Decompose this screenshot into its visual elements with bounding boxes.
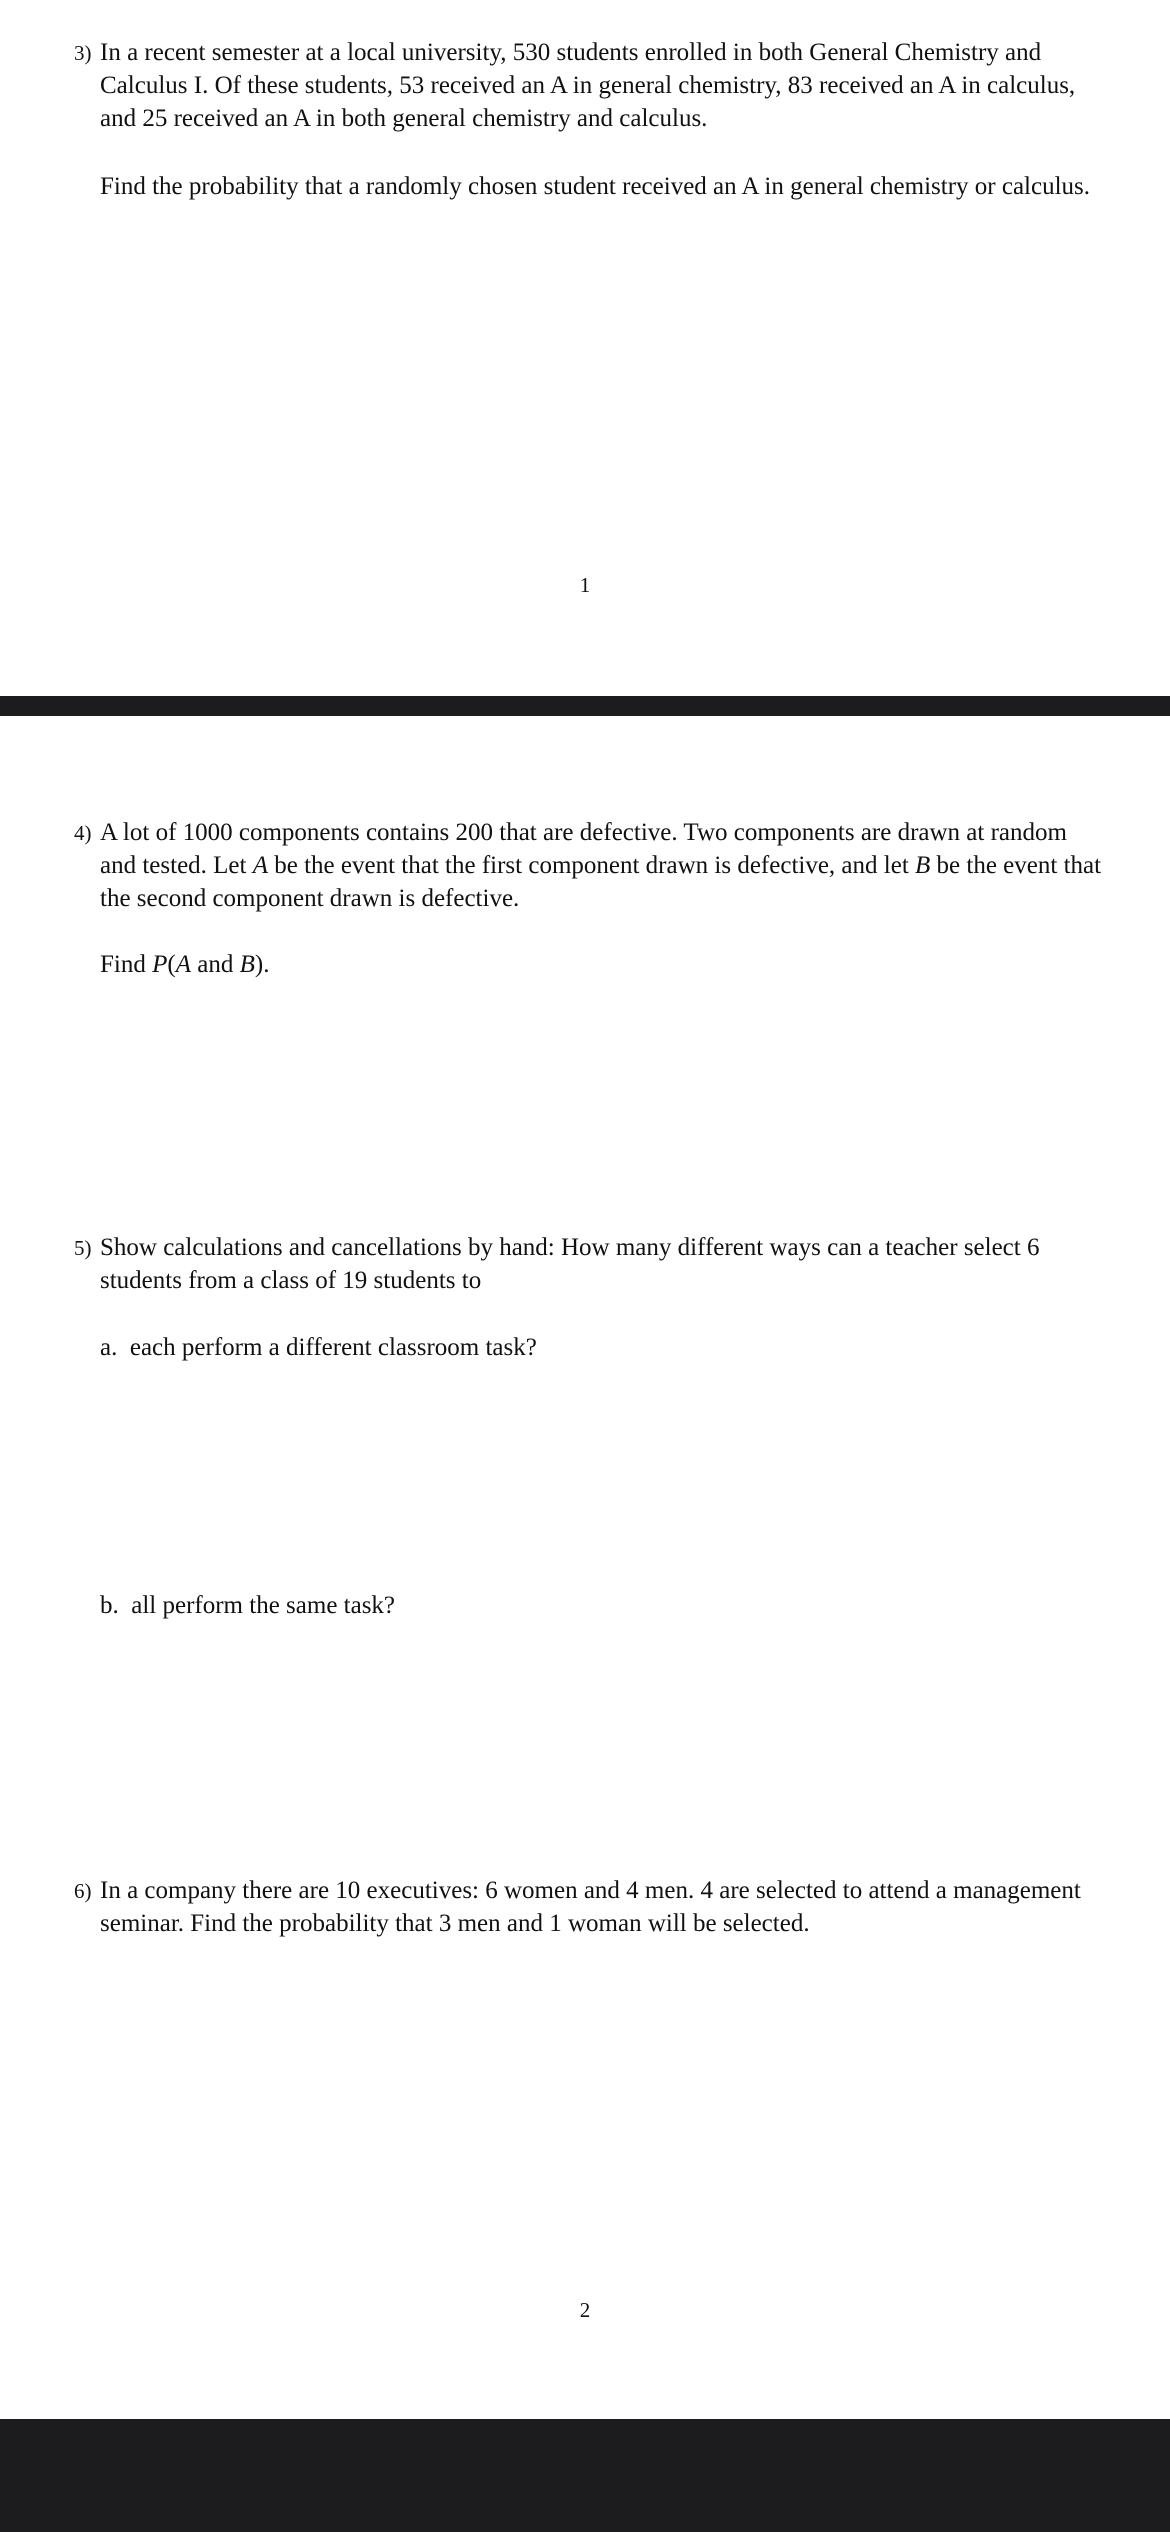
text-run: Find (100, 951, 153, 978)
question-5-part-b (100, 1589, 395, 1622)
question-3 (74, 36, 1164, 135)
text-run: and tested. Let (100, 852, 253, 879)
page-1 (0, 0, 1170, 696)
question-4-prompt (100, 948, 269, 981)
variable-b: B (239, 951, 255, 978)
part-text: all perform the same task? (131, 1592, 396, 1619)
text-run: ( (167, 951, 176, 978)
question-text (100, 36, 1164, 135)
question-line: In a company there are 10 executives: 6 women and 4 men. 4 are selected to attend a management (100, 1877, 1081, 1904)
question-line: seminar. Find the probability that 3 men and 1 woman will be selected. (100, 1910, 810, 1937)
question-number: 6) (74, 1879, 92, 1903)
question-line (100, 849, 1164, 882)
page-number: 2 (579, 2298, 591, 2322)
question-line: the second component drawn is defective. (100, 885, 520, 912)
variable-a: A (252, 852, 269, 879)
question-5-part-a (100, 1331, 537, 1364)
question-6 (74, 1874, 1164, 1940)
part-label: b. (100, 1592, 119, 1619)
text-run: be the event that (930, 852, 1102, 879)
question-5 (74, 1231, 1164, 1297)
question-text (100, 1231, 1164, 1297)
question-4 (74, 816, 1164, 915)
question-line: Show calculations and cancellations by hand: How many different ways can a teacher select 6 (100, 1234, 1040, 1261)
part-label: a. (100, 1334, 118, 1361)
question-3-prompt: Find the probability that a randomly chosen student received an A in general chemistry or calculus. (100, 173, 1091, 200)
text-run: be the event that the first component drawn is defective, and let (268, 852, 916, 879)
page-number: 1 (579, 573, 591, 597)
question-number: 5) (74, 1236, 92, 1260)
question-number: 4) (74, 821, 92, 845)
text-run: and (191, 951, 240, 978)
question-line: Calculus I. Of these students, 53 received an A in general chemistry, 83 received an A in calculus, (100, 72, 1076, 99)
variable-b: B (915, 852, 931, 879)
variable-p: P (152, 951, 168, 978)
question-line: In a recent semester at a local university, 530 students enrolled in both General Chemistry and (100, 39, 1042, 66)
question-number: 3) (74, 41, 92, 65)
question-text (100, 816, 1164, 915)
question-line: students from a class of 19 students to (100, 1267, 482, 1294)
variable-a: A (175, 951, 191, 978)
text-run: ). (254, 951, 270, 978)
question-line: and 25 received an A in both general chemistry and calculus. (100, 105, 708, 132)
question-text (100, 1874, 1164, 1940)
page-2 (0, 716, 1170, 2419)
question-line: A lot of 1000 components contains 200 that are defective. Two components are drawn at random (100, 819, 1067, 846)
part-text: each perform a different classroom task? (129, 1334, 537, 1361)
